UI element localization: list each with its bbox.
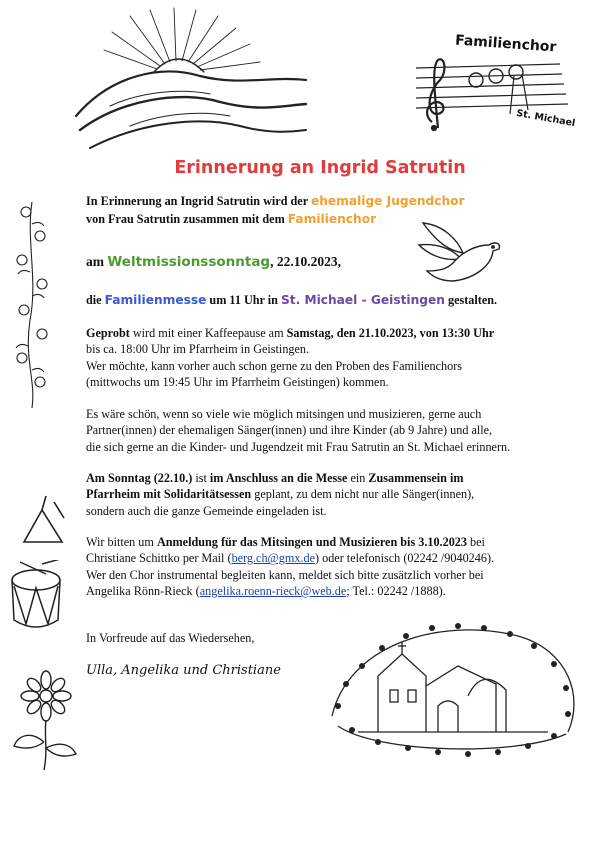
sunday-date: Am Sonntag (22.10.) bbox=[86, 471, 193, 485]
mass-time: um 11 Uhr in bbox=[206, 293, 281, 307]
sunday-after-mass: im Anschluss an die Messe bbox=[209, 471, 348, 485]
registration-deadline: Anmeldung für das Mitsingen und Musizieren bis 3.10.2023 bbox=[156, 535, 467, 549]
sunday-meal: Pfarrheim mit Solidaritätsessen bbox=[86, 487, 252, 502]
page-title: Erinnerung an Ingrid Satrutin bbox=[174, 158, 466, 178]
sunday-line-3: sondern auch die ganze Gemeinde eingeladen ist. bbox=[86, 503, 327, 518]
closing-line: In Vorfreude auf das Wiedersehen, bbox=[86, 631, 255, 645]
flower-pot-icon bbox=[6, 666, 90, 774]
flower-vine-icon bbox=[8, 200, 58, 410]
rehearsal-line-4: (mittwochs um 19:45 Uhr im Pfarrheim Geistingen) kommen. bbox=[86, 375, 389, 390]
contact-phone: ; Tel.: 02242 /1888). bbox=[346, 584, 446, 599]
drum-icon bbox=[6, 560, 70, 638]
sunday-line-2 bbox=[86, 486, 576, 502]
rehearsal-paragraph bbox=[86, 325, 576, 391]
highlight-jugendchor: ehemalige Jugendchor bbox=[310, 194, 465, 208]
registration-text: Wir bitten um bbox=[86, 535, 157, 549]
invite-paragraph bbox=[86, 406, 586, 455]
registration-text: bei bbox=[466, 535, 485, 549]
sunday-text: ein bbox=[347, 471, 369, 485]
registration-line-4 bbox=[86, 583, 576, 599]
email-link-angelika[interactable]: angelika.roenn-rieck@web.de bbox=[199, 584, 347, 599]
contact-text: Christiane Schittko per Mail ( bbox=[86, 551, 232, 566]
rehearsal-text: wird mit einer Kaffeepause am bbox=[129, 326, 287, 340]
date-line bbox=[86, 254, 341, 270]
invite-line-3: die sich gerne an die Kinder- und Jugendzeit mit Frau Satrutin an St. Michael erinnern. bbox=[86, 439, 511, 454]
highlight-location: St. Michael - Geistingen bbox=[281, 293, 445, 307]
intro-paragraph bbox=[86, 193, 526, 228]
rehearsal-label: Geprobt bbox=[86, 326, 130, 340]
rehearsal-date: Samstag, den 21.10.2023, von 13:30 Uhr bbox=[286, 326, 495, 340]
registration-line-1 bbox=[86, 534, 576, 550]
sunday-planned: geplant bbox=[251, 487, 291, 502]
signature: Ulla, Angelika und Christiane bbox=[86, 663, 281, 678]
email-link-christiane[interactable]: berg.ch@gmx.de bbox=[231, 551, 315, 566]
logo-name: Familienchor bbox=[454, 32, 557, 56]
intro-line-2 bbox=[86, 211, 526, 227]
invite-line-2: Partner(innen) der ehemaligen Sänger(innen) und ihre Kinder (ab 9 Jahre) und alle, bbox=[86, 423, 493, 438]
rehearsal-line-3: Wer möchte, kann vorher auch schon gerne zu den Proben des Familienchors bbox=[86, 358, 463, 373]
logo-place: St. Michael bbox=[515, 107, 577, 130]
intro-line-1 bbox=[86, 193, 526, 209]
contact-text: Angelika Rönn-Rieck ( bbox=[86, 584, 200, 599]
sunday-gathering: Zusammensein im bbox=[368, 471, 464, 485]
church-children-circle-icon bbox=[318, 606, 588, 762]
highlight-familienchor: Familienchor bbox=[287, 212, 377, 227]
registration-paragraph bbox=[86, 534, 576, 600]
intro-text: von Frau Satrutin zusammen mit dem bbox=[86, 212, 288, 227]
triangle-instrument-icon bbox=[18, 492, 68, 552]
registration-line-2 bbox=[86, 550, 576, 566]
mass-line bbox=[86, 292, 566, 308]
sunday-paragraph bbox=[86, 470, 576, 519]
intro-text: In Erinnerung an Ingrid Satrutin wird der bbox=[86, 194, 311, 208]
date-text: am bbox=[86, 254, 108, 269]
sunday-line-1 bbox=[86, 470, 576, 486]
contact-phone: ) oder telefonisch (02242 /9040246). bbox=[315, 551, 495, 566]
registration-line-3: Wer den Chor instrumental begleiten kann, meldet sich bitte zusätzlich vorher bei bbox=[86, 567, 484, 582]
invite-line-1: Es wäre schön, wenn so viele wie möglich mitsingen und musizieren, gerne auch bbox=[86, 407, 482, 421]
sunday-text: , zu dem nicht nur alle Sänger(innen), bbox=[290, 487, 475, 502]
highlight-familienmesse: Familienmesse bbox=[104, 293, 207, 307]
rehearsal-line-2: bis ca. 18:00 Uhr im Pfarrheim in Geistingen. bbox=[86, 342, 310, 357]
mass-text: die bbox=[86, 293, 105, 307]
sun-hills-sketch-icon bbox=[70, 6, 310, 156]
sunday-text: ist bbox=[192, 471, 210, 485]
mass-text-end: gestalten. bbox=[444, 293, 498, 307]
rehearsal-line-1 bbox=[86, 325, 576, 341]
date-value: , 22.10.2023, bbox=[270, 254, 341, 269]
highlight-weltmissionssonntag: Weltmissionssonntag bbox=[107, 254, 271, 270]
familienchor-logo bbox=[410, 18, 585, 138]
